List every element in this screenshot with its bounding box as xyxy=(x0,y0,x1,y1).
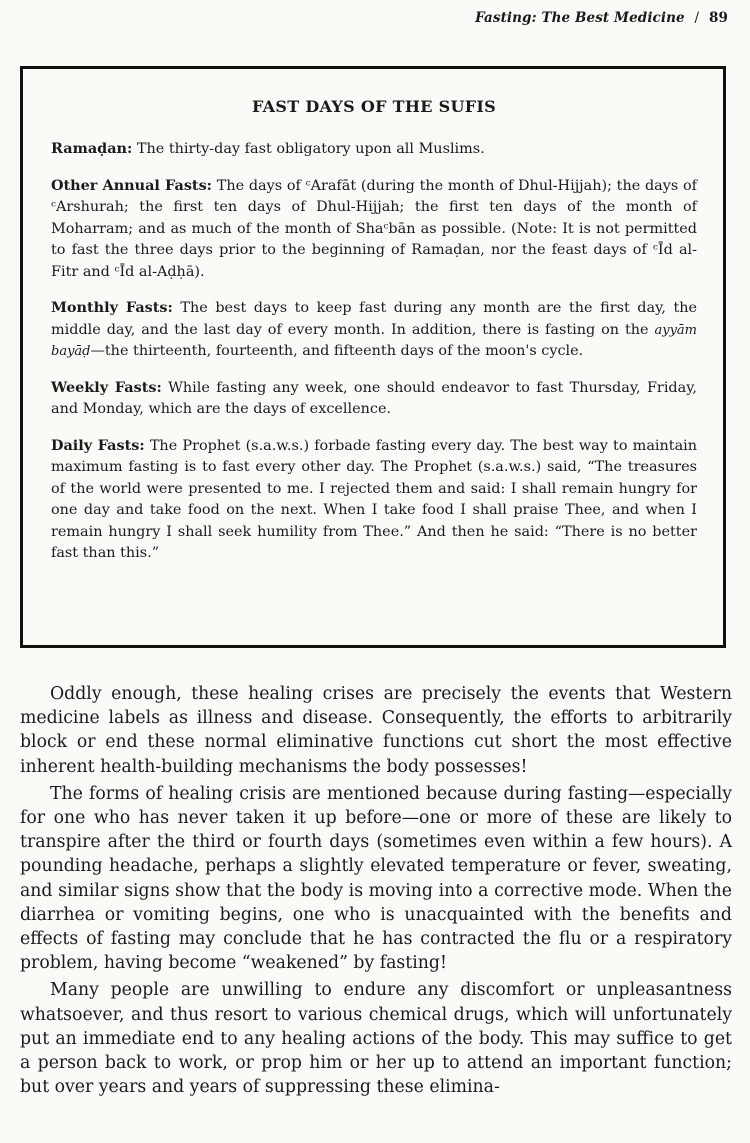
entry-monthly-fasts xyxy=(51,297,697,363)
entry-text: The Prophet (s.a.w.s.) forbade fasting every day. The best way to maintain maximum fasting is to fast every other day. The Prophet (s.a.w.s.) said, “The treasures of the world were presented to me. I rejected them and said: I shall remain hungry for one day and take food on the next. When I take food I shall praise Thee, and when I remain hungry I shall seek humility from Thee.” And then he said: “There is no better fast than this.” xyxy=(51,437,698,561)
entry-lead: Daily Fasts: xyxy=(51,436,145,454)
running-title: Fasting: The Best Medicine xyxy=(475,10,685,26)
entry-daily-fasts xyxy=(51,435,697,565)
entry-text: —the thirteenth, fourteenth, and fifteenth days of the moon's cycle. xyxy=(90,343,584,359)
header-separator: / xyxy=(694,10,700,26)
entry-text: While fasting any week, one should endeavor to fast Thursday, Friday, and Monday, which are the days of excellence. xyxy=(51,379,698,417)
running-head xyxy=(475,10,728,26)
entry-annual-fasts xyxy=(51,175,697,284)
entry-lead: Other Annual Fasts: xyxy=(51,176,212,194)
page-number: 89 xyxy=(709,10,728,26)
body-paragraph: Oddly enough, these healing crises are precisely the events that Western medicine labels as illness and disease. Consequently, the efforts to arbitrarily block or end these normal eliminative functions cut short the most effective inherent health-building mechanisms the body possesses! xyxy=(20,684,732,777)
entry-text: The best days to keep fast during any month are the first day, the middle day, and the last day of every month. In addition, there is fasting on the xyxy=(51,300,698,338)
entry-lead: Monthly Fasts: xyxy=(51,299,173,316)
entry-text: The thirty-day fast obligatory upon all Muslims. xyxy=(136,141,485,157)
body-paragraph: The forms of healing crisis are mentioned because during fasting—especially for one who has never taken it up before—one or more of these are likely to transpire after the third or fourth days (sometimes even within a few hours). A pounding headache, perhaps a slightly elevated temperature or fever, sweating, and similar signs show that the body is moving into a corrective mode. When the diarrhea or vomiting begins, one who is unacquainted with the benefits and effects of fasting may conclude that he has contracted the flu or a respiratory problem, having become “weakened” by fasting! xyxy=(20,783,732,974)
entry-lead: Weekly Fasts: xyxy=(51,378,162,396)
body-text xyxy=(20,682,732,1102)
entry-italic-term: ayyām bayāḍ xyxy=(51,322,698,359)
sidebar-box xyxy=(20,66,726,648)
entry-text: The days of ᶜArafāt (during the month of Dhul-Hijjah); the days of ᶜArshurah; the first ten days of Dhul-Hijjah; the first ten days of the month of Moharram; and as much of the month of Shaᶜbān as possible. (Note: It is not permitted to fast the three days prior to the beginning of Ramaḍan, nor the feast days of ᶜĪd al-Fitr and ᶜĪd al-Aḍḥā). xyxy=(51,177,697,280)
body-paragraph: Many people are unwilling to endure any discomfort or unpleasantness whatsoever, and thus resort to various chemical drugs, which will unfortunately put an immediate end to any healing actions of the body. This may suffice to get a person back to work, or prop him or her up to attend an important function; but over years and years of suppressing these elimina- xyxy=(20,980,732,1098)
sidebar-title: FAST DAYS OF THE SUFIS xyxy=(251,97,497,116)
entry-ramadan xyxy=(51,138,697,161)
entry-lead: Ramaḍan: xyxy=(51,140,133,157)
entry-weekly-fasts xyxy=(51,377,697,421)
